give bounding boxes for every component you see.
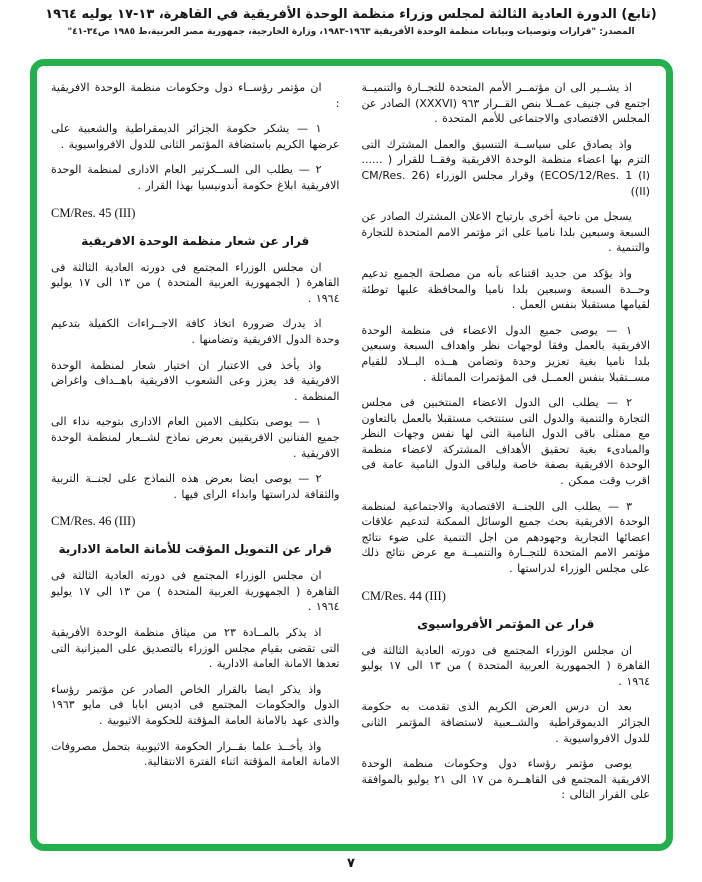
page-header [0,6,702,37]
paragraph: اذ يدرك ضرورة اتخاذ كافة الاجــراءات الكفيلة بتدعيم وحدة الدول الافريقية وتضامنها . [51,317,340,346]
resolution-ref: CM/Res. 45 (III) [51,205,136,220]
content-border-box [30,59,673,851]
paragraph: ان مجلس الوزراء المجتمع فى دورته العادية الثالثة فى القاهرة ( الجمهورية العربية المتحدة ) من ١٣ الى ١٧ يوليو ١٩٦٤ . [51,569,340,614]
page-title: (تابع) الدورة العادية الثالثة لمجلس وزراء منظمة الوحدة الأفريقية في القاهرة، ١٣-١٧ يوليه ١٩٦٤ [45,7,657,22]
paragraph: واذ يصادق على سياســة التنسيق والعمل المشترك التى التزم بها اعضاء منظمة الوحدة الافريقية وفقــا للقرار ( ...... ECOS/12/Res. 1 (I)) وقرار مجلس الوزراء (CM/Res. 26 (II)) [361,137,650,198]
paragraph: واذ يؤكد من جديد اقتناعه بأنه من مصلحة الجميع تدعيم وحــدة السبعة وسبعين بلدا ناميا والمحافظة عليها توطئة لقيامها مستقبلا بنفس العمل . [361,266,650,312]
paragraph: ١ — يوصى جميع الدول الاعضاء فى منظمة الوحدة الافريقية بالعمل وفقا لوجهات نظر واهداف السبعة وسبعين بلدا ناميا بغية تعزيز وحدة وتضامن هــذه البــلاد للقيام مســتقبلا بنفس العمــل فى المؤتمرات المماثلة . [361,323,650,384]
paragraph: ان مجلس الوزراء المجتمع فى دورته العادية الثالثة فى القاهرة ( الجمهورية العربية المتحدة ) من ١٣ الى ١٧ يوليو ١٩٦٤ . [51,260,340,305]
paragraph: ١ — يوصى بتكليف الامين العام الادارى بتوجيه نداء الى جميع الفنانين الافريقيين بعرض نماذج لشــعار لمنظمة الوحدة الافريقية . [51,415,340,460]
paragraph: ٢ — يطلب الى الدول الاعضاء المنتخبين فى مجلس التجارة والتنمية والدول التى ستنتخب مستقبلا بالعمل بالتعاون مع ممثلى باقى الدول النامية التى لها نفس وجهات النظر والمبادىء بغية تحقيق الأهداف المشتركة لاعضاء منظمة الوحدة الافريقية بصفة خاصة ولباقى الدول النامية عامة فى اقرب وقت ممكن . [361,396,650,488]
paragraph: واذ يأخذ فى الاعتبار ان اختيار شعار لمنظمة الوحدة الافريقية قد يعزز وعى الشعوب الافريقية باهــداف واغراض المنظمة . [51,358,340,403]
source-line: المصدر: "قرارات وتوصيات وبيانات منظمة الوحدة الأفريقية ١٩٦٣-١٩٨٣، وزارة الخارجية، جمهورية مصر العربية،ط ١٩٨٥ ص٣٤-٤١" [67,27,635,37]
column-right [362,80,651,836]
paragraph: بعد ان درس العرض الكريم الذى تقدمت به حكومة الجزائر الديموقراطية والشــعبية لاستضافة المؤتمر الثانى للدول الافرواسيوية . [361,700,650,745]
paragraph: ٣ — يطلب الى اللجنــة الاقتصادية والاجتماعية لمنظمة الوحدة الافريقية بحث جميع الوسائل الممكنة لتدعيم علاقات اعضائها التجارية وجهودهم من اجل التنمية على ضوء نتائج مؤتمر الامم المتحدة للتجــارة والتنميــة مع عرض نتائج ذلك على مجلس الوزراء لدراستها . [361,499,650,576]
paragraph: واذ يأخــذ علما بقــرار الحكومة الاثيوبية بتحمل مصروفات الامانة العامة المؤقتة اثناء الفترة الانتقالية. [51,739,340,769]
paragraph: يسجل من ناحية أخرى بارتياح الاعلان المشترك الصادر عن السبعة وسبعين بلدا ناميا على اثر مؤتمر الامم المتحدة للتجارة والتنمية . [361,210,650,255]
resolution-ref: CM/Res. 44 (III) [361,588,446,603]
paragraph: ان مؤتمر رؤســاء دول وحكومات منظمة الوحدة الافريقية : [51,81,340,110]
paragraph: ٢ — يوصى ايضا بعرض هذه النماذج على لجنــة التربية والثقافة لدراستها وابداء الراى فيها . [51,472,340,501]
resolution-heading: قرار عن المؤتمر الأفرواسيوى [417,616,595,631]
resolution-ref: CM/Res. 46 (III) [51,514,136,529]
paragraph: ان مجلس الوزراء المجتمع فى دورته العادية الثالثة فى القاهرة ( الجمهورية العربية المتحدة ) من ١٣ الى ١٧ يوليو ١٩٦٤ . [361,643,650,688]
page-number: ٧ [347,856,355,871]
paragraph: ١ — يشكر حكومة الجزائر الديمقراطية والشعبية على عرضها الكريم باستضافة المؤتمر الثانى للدول الافرواسيوية . [51,122,340,151]
paragraph: اذ يذكر بالمــادة ٢٣ من ميثاق منظمة الوحدة الأفريقية التى تقضى بقيام مجلس الوزراء بالتصديق على الميزانية التى تعدها الامانة العامة الادارية . [51,626,340,671]
paragraph: ٢ — يطلب الى الســكرتير العام الادارى لمنظمة الوحدة الافريقية ابلاغ حكومة أندونيسيا بهذا القرار . [51,163,340,192]
column-left [51,80,340,836]
paragraph: اذ يشــير الى ان مؤتمــر الأمم المتحدة للتجــارة والتنميــة اجتمع فى جنيف عمــلا بنص القــرار ٩٦٣ (XXXVI) الصادر عن المجلس الاقتصادى والاجتماعى للأمم المتحدة . [361,81,650,126]
paragraph: واذ يذكر ايضا بالقرار الخاص الصادر عن مؤتمر رؤساء الدول والحكومات المجتمع فى اديس ابابا فى مايو ١٩٦٣ والذى عهد بالامانة العامة المؤقتة للحكومة الاثيوبية . [51,682,340,728]
resolution-heading: قرار عن شعار منظمة الوحدة الافريقية [81,233,310,248]
resolution-heading: قرار عن التمويل المؤقت للأمانة العامة الادارية [58,542,332,557]
paragraph: يوصى مؤتمر رؤساء دول وحكومات منظمة الوحدة الافريقية المجتمع فى القاهــرة من ١٧ الى ٢١ يوليو بالموافقة على القرار التالى : [361,757,650,802]
